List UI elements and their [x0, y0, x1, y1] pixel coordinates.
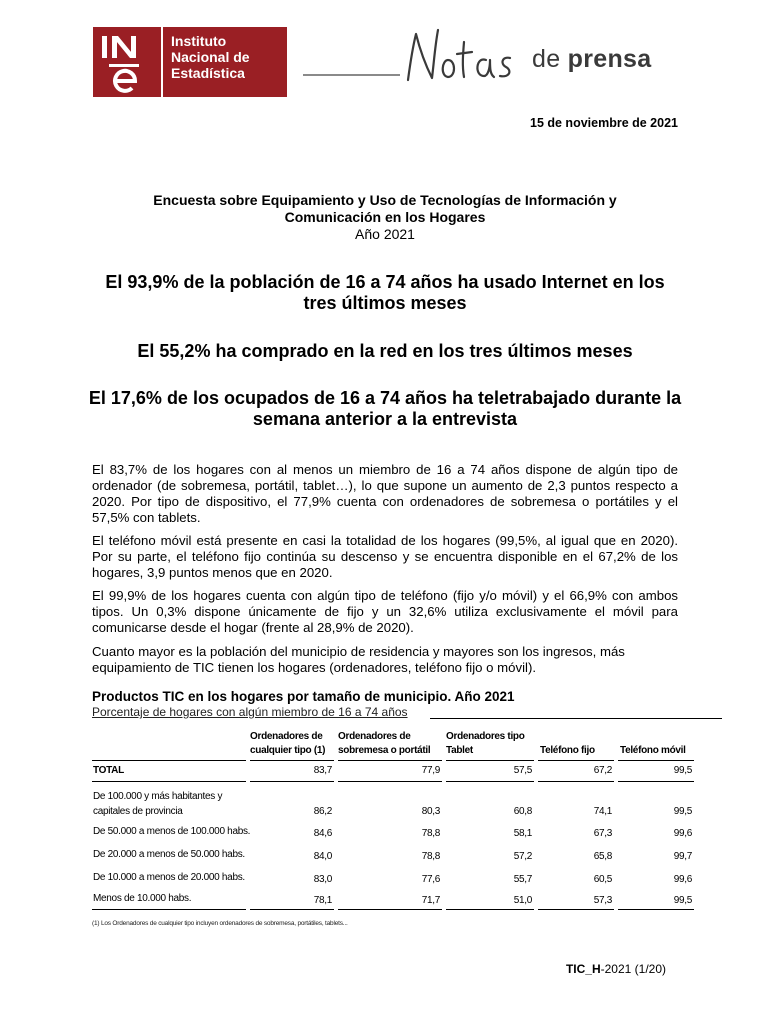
survey-year: Año 2021 [355, 226, 415, 242]
ine-logo [93, 27, 287, 97]
cell: 60,8 [513, 806, 532, 817]
rule [92, 781, 246, 782]
cell: 99,6 [673, 874, 692, 885]
cell: 57,2 [513, 851, 532, 862]
cell: 83,7 [313, 765, 332, 776]
table-subtitle: Porcentaje de hogares con algún miembro de 16 a 74 años [92, 705, 408, 719]
rule [338, 909, 442, 910]
row-label-20000: De 20.000 a menos de 50.000 habs. [93, 849, 245, 860]
survey-title-line-1: Encuesta sobre Equipamiento y Uso de Tecnologías de Información y [153, 192, 617, 208]
cell: 83,0 [313, 874, 332, 885]
cell: 57,3 [593, 895, 612, 906]
page-id-code: TIC_H [565, 962, 601, 976]
logo-line-2: Nacional de [171, 49, 250, 65]
page-id-rest: -2021 (1/20) [600, 962, 666, 976]
rule [618, 909, 694, 910]
page-identifier [566, 962, 666, 976]
cell: 58,1 [513, 828, 532, 839]
cell: 99,5 [673, 765, 692, 776]
headline-compras: El 55,2% ha comprado en la red en los tres últimos meses [137, 341, 633, 361]
rule [92, 760, 246, 761]
paragraph-ordenadores: El 83,7% de los hogares con al menos un miembro de 16 a 74 años dispone de algún tipo de ordenador (de sobremesa, portátil, tablet…), lo que supone un aumento de 2,3 puntos respecto a 2020. Por tipo de dispositivo, el 77,9% cuenta con ordenadores de sobremesa o portátiles y el 57,5% con tablets. [92, 462, 678, 525]
cell: 77,6 [421, 874, 440, 885]
table-subtitle-rule [430, 718, 722, 719]
rule [538, 909, 614, 910]
col-header-telefono-fijo: Teléfono fijo [540, 745, 595, 756]
row-label-10000: De 10.000 a menos de 20.000 habs. [93, 872, 245, 883]
rule [92, 909, 246, 910]
rule [250, 781, 334, 782]
col-header-ordenadores-sobremesa [338, 730, 430, 758]
col-header-tablet [446, 730, 525, 758]
cell: 84,0 [313, 851, 332, 862]
cell: 99,7 [673, 851, 692, 862]
rule [538, 760, 614, 761]
cell: 80,3 [421, 806, 440, 817]
cell: 77,9 [421, 765, 440, 776]
cell: 86,2 [313, 806, 332, 817]
prensa-word: prensa [567, 45, 652, 73]
rule [618, 760, 694, 761]
cell: 84,6 [313, 828, 332, 839]
header-divider [303, 74, 400, 76]
cell: 57,5 [513, 765, 532, 776]
rule [446, 909, 534, 910]
notas-handwritten-logo [402, 20, 522, 92]
row-label-50000: De 50.000 a menos de 100.000 habs. [93, 826, 251, 837]
cell: 99,5 [673, 806, 692, 817]
rule [250, 760, 334, 761]
cell: 99,6 [673, 828, 692, 839]
cell: 67,3 [593, 828, 612, 839]
row-label-100000 [93, 789, 222, 819]
col-header-line: Ordenadores de [250, 731, 323, 742]
cell: 74,1 [593, 806, 612, 817]
cell: 60,5 [593, 874, 612, 885]
cell: 71,7 [421, 895, 440, 906]
row-label-menos-10000: Menos de 10.000 habs. [93, 893, 192, 904]
logo-line-1: Instituto [171, 33, 227, 49]
rule [338, 760, 442, 761]
cell: 78,1 [313, 895, 332, 906]
survey-title [92, 192, 678, 243]
cell: 99,5 [673, 895, 692, 906]
col-header-line: Tablet [446, 745, 473, 756]
col-header-line: Ordenadores tipo [446, 731, 525, 742]
row-label-line: De 100.000 y más habitantes y [93, 791, 223, 802]
survey-title-line-2: Comunicación en los Hogares [284, 209, 486, 225]
cell: 78,8 [421, 828, 440, 839]
col-header-ordenadores-cualquier [250, 730, 325, 758]
paragraph-tipos-telefono: El 99,9% de los hogares cuenta con algún tipo de teléfono (fijo y/o móvil) y el 66,9% con ambos tipos. Un 0,3% dispone únicamente de fijo y un 32,6% utiliza exclusivamente el móvil para comunicarse desde el hogar (frente al 28,9% de 2020). [92, 588, 678, 635]
row-label-line: capitales de provincia [93, 806, 183, 817]
rule [446, 781, 534, 782]
col-header-line: sobremesa o portátil [338, 745, 431, 756]
row-label-total: TOTAL [93, 765, 124, 776]
cell: 78,8 [421, 851, 440, 862]
rule [618, 781, 694, 782]
headline-teletrabajo: El 17,6% de los ocupados de 16 a 74 años ha teletrabajado durante la semana anterior a la entrevista [88, 388, 682, 429]
paragraph-municipio: Cuanto mayor es la población del municipio de residencia y mayores son los ingresos, más equipamiento de TIC tienen los hogares (ordenadores, teléfono fijo o móvil). [92, 644, 625, 675]
table-footnote: (1) Los Ordenadores de cualquier tipo incluyen ordenadores de sobremesa, portátiles, tablets... [92, 920, 348, 927]
press-date: 15 de noviembre de 2021 [530, 116, 678, 130]
cell: 55,7 [513, 874, 532, 885]
de-word: de [532, 45, 561, 73]
col-header-telefono-movil: Teléfono móvil [620, 745, 686, 756]
logo-line-3: Estadística [171, 65, 245, 81]
cell: 51,0 [513, 895, 532, 906]
cell: 65,8 [593, 851, 612, 862]
rule [338, 781, 442, 782]
table-title: Productos TIC en los hogares por tamaño de municipio. Año 2021 [92, 689, 515, 704]
ine-logo-text [163, 27, 250, 97]
headline-internet: El 93,9% de la población de 16 a 74 años ha usado Internet en los tres últimos meses [105, 272, 665, 313]
rule [446, 760, 534, 761]
cell: 67,2 [593, 765, 612, 776]
col-header-line: Ordenadores de [338, 731, 411, 742]
de-prensa [532, 45, 651, 74]
col-header-line: cualquier tipo (1) [250, 745, 326, 756]
ine-logo-mark [93, 27, 163, 97]
paragraph-telefono: El teléfono móvil está presente en casi la totalidad de los hogares (99,5%, al igual que en 2020). Por su parte, el teléfono fijo continúa su descenso y se encuentra disponible en el 67,2% de los hogares, 3,9 puntos menos que en 2020. [92, 533, 678, 580]
rule [250, 909, 334, 910]
rule [538, 781, 614, 782]
